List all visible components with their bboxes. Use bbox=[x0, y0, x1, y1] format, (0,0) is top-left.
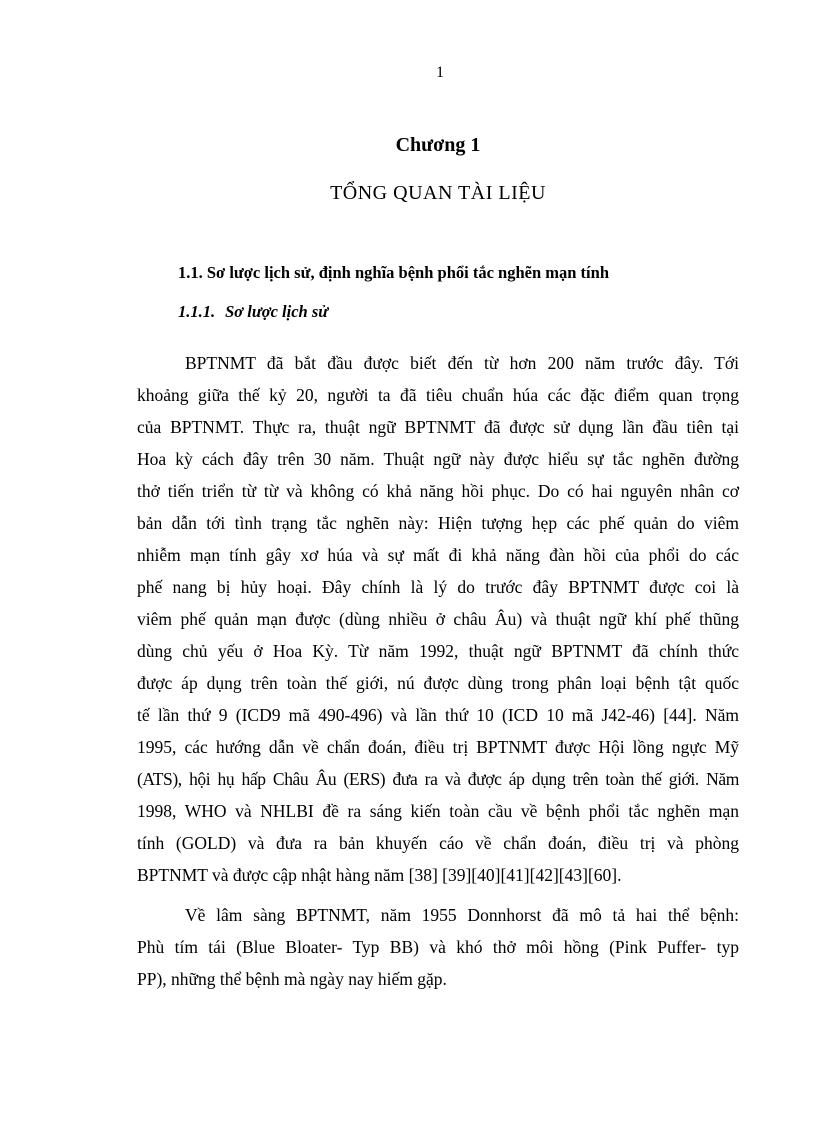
chapter-title: TỔNG QUAN TÀI LIỆU bbox=[330, 182, 546, 204]
text-line: khoảng giữa thế kỷ 20, người ta đã tiêu chuẩn húa các đặc điểm quan trọng bbox=[137, 385, 739, 405]
text-line: Về lâm sàng BPTNMT, năm 1955 Donnhorst đã mô tả hai thể bệnh: bbox=[185, 905, 739, 925]
text-line: tính (GOLD) và đưa ra bản khuyến cáo về chẩn đoán, điều trị và phòng bbox=[137, 833, 739, 853]
text-line: PP), những thể bệnh mà ngày nay hiếm gặp. bbox=[137, 969, 447, 989]
subsection-heading bbox=[178, 302, 328, 322]
text-line: của BPTNMT. Thực ra, thuật ngữ BPTNMT đã được sử dụng lần đầu tiên tại bbox=[137, 417, 739, 437]
subsection-number: 1.1.1. bbox=[178, 302, 216, 321]
text-line: được áp dụng trên toàn thế giới, nú được dùng trong phân loại bệnh tật quốc bbox=[137, 673, 739, 693]
page-number: 1 bbox=[436, 64, 444, 81]
chapter-label: Chương 1 bbox=[395, 134, 481, 156]
text-line: dùng chủ yếu ở Hoa Kỳ. Từ năm 1992, thuật ngữ BPTNMT đã chính thức bbox=[137, 641, 739, 661]
text-line: bản dẫn tới tình trạng tắc nghẽn này: Hiện tượng hẹp các phế quản do viêm bbox=[137, 513, 739, 533]
text-line: Hoa kỳ cách đây trên 30 năm. Thuật ngữ này được hiểu sự tắc nghẽn đường bbox=[137, 449, 739, 469]
text-line: viêm phế quản mạn được (dùng nhiều ở châu Âu) và thuật ngữ khí phế thũng bbox=[137, 609, 739, 629]
text-line: nhiễm mạn tính gây xơ húa và sự mất đi khả năng đàn hồi của phổi do các bbox=[137, 545, 739, 565]
text-line: 1998, WHO và NHLBI đề ra sáng kiến toàn cầu về bệnh phổi tắc nghẽn mạn bbox=[137, 801, 739, 821]
text-line: BPTNMT đã bắt đầu được biết đến từ hơn 200 năm trước đây. Tới bbox=[185, 353, 739, 373]
section-heading: 1.1. Sơ lược lịch sử, định nghĩa bệnh phổi tắc nghẽn mạn tính bbox=[178, 263, 609, 282]
text-line: 1995, các hướng dẫn về chẩn đoán, điều trị BPTNMT được Hội lồng ngực Mỹ bbox=[137, 737, 739, 757]
text-line: phế nang bị hủy hoại. Đây chính là lý do trước đây BPTNMT được coi là bbox=[137, 577, 739, 597]
text-line: (ATS), hội hụ hấp Châu Âu (ERS) đưa ra và được áp dụng trên toàn thế giới. Năm bbox=[137, 769, 739, 789]
text-line: Phù tím tái (Blue Bloater- Typ BB) và khó thở môi hồng (Pink Puffer- typ bbox=[137, 937, 739, 957]
subsection-title: Sơ lược lịch sử bbox=[225, 302, 329, 321]
text-line: BPTNMT và được cập nhật hàng năm [38] [39][40][41][42][43][60]. bbox=[137, 865, 622, 885]
text-line: thở tiến triển từ từ và không có khả năng hồi phục. Do có hai nguyên nhân cơ bbox=[137, 481, 739, 501]
text-line: tế lần thứ 9 (ICD9 mã 490-496) và lần thứ 10 (ICD 10 mã J42-46) [44]. Năm bbox=[137, 705, 739, 725]
